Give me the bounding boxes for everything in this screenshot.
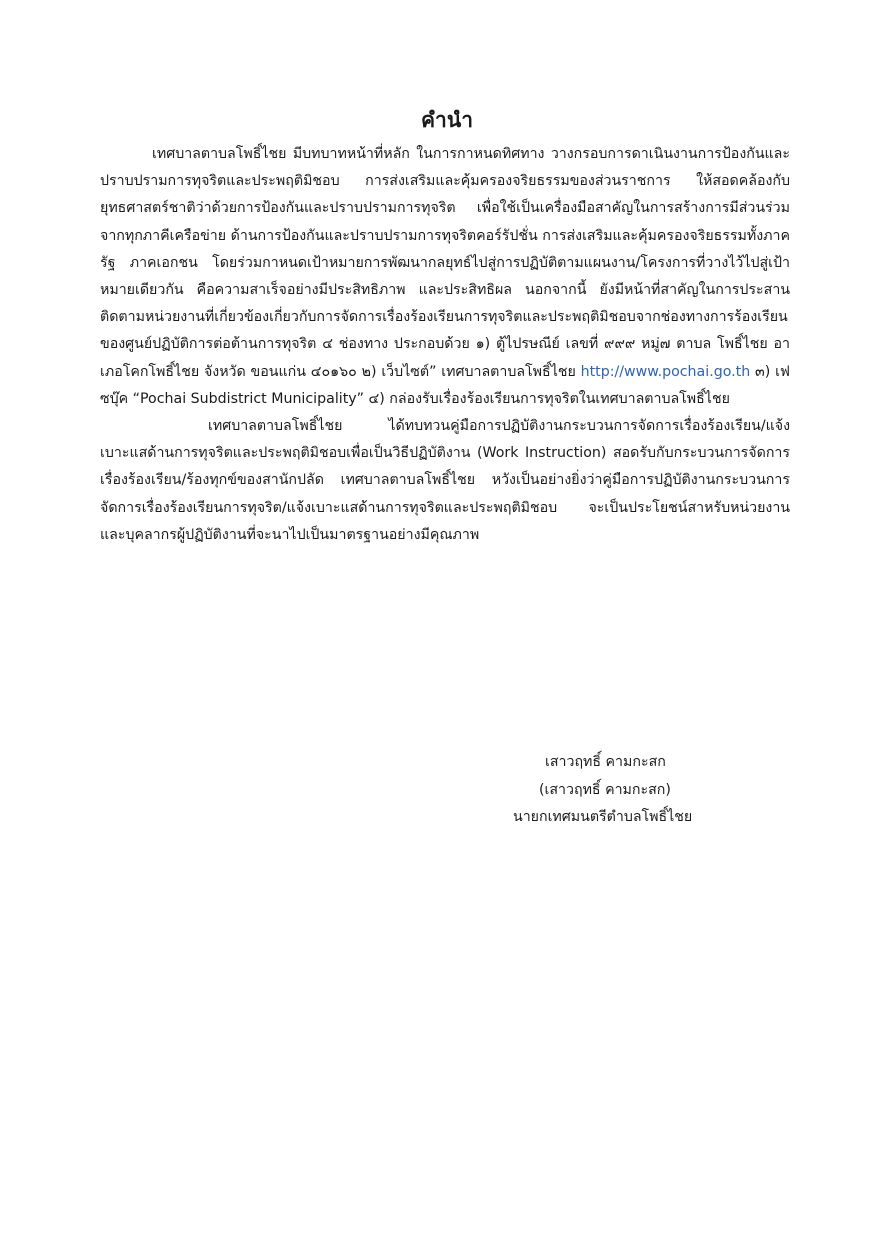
paragraph-1 [100,141,790,413]
paragraph-1-text: เทศบาลตาบลโพธิ์ไชย มีบทบาทหน้าที่หลัก ในการกาหนดทิศทาง วางกรอบการดาเนินงานการป้องกันและปราบปรามการทุจริตและประพฤติมิชอบ การส่งเสริมและคุ้มครองจริยธรรมของส่วนราชการ ให้สอดคล้องกับยุทธศาสตร์ชาติว่าด้วยการป้องกันและปราบปรามการทุจริต เพื่อใช้เป็นเครื่องมือสาคัญในการสร้างการมีส่วนร่วมจากทุกภาคีเครือข่าย ด้านการป้องกันและปราบปรามการทุจริตคอร์รัปชั่น การส่งเสริมและคุ้มครองจริยธรรมทั้งภาครัฐ ภาคเอกชน โดยร่วมกาหนดเป้าหมายการพัฒนากลยุทธ์ไปสู่การปฏิบัติตามแผนงาน/โครงการที่วางไว้ไปสู่เป้าหมายเดียวกัน คือความสาเร็จอย่างมีประสิทธิภาพ และประสิทธิผล นอกจากนี้ ยังมีหน้าที่สาคัญในการประสาน ติดตามหน่วยงานที่เกี่ยวข้องเกี่ยวกับการจัดการเรื่องร้องเรียนการทุจริตและประพฤติมิชอบจากช่องทางการร้องเรียนของศูนย์ปฏิบัติการต่อต้านการทุจริต ๔ ช่องทาง ประกอบด้วย ๑) ตู้ไปรษณีย์ เลขที่ ๙๙๙ หมู่๗ ตาบล โพธิ์ไชย อาเภอโคกโพธิ์ไชย จังหวัด ขอนแก่น ๔๐๑๖๐ ๒) เว็บไซต์” เทศบาลตาบลโพธิ์ไชย [100,146,790,380]
document-title: คำนำ [421,108,473,132]
paragraph-1-text-continued: ๓) เฟซบุ๊ค “Pochai Subdistrict Municipality” ๔) กล่องรับเรื่องร้องเรียนการทุจริตในเทศบาลตาบลโพธิ์ไชย [100,363,790,407]
signatory-name-printed: (เสาวฤทธิ์ คามกะสก) [539,781,671,798]
signature-block [466,749,766,832]
document-body [100,141,790,549]
signatory-position: นายกเทศมนตรีตำบลโพธิ์ไชย [513,809,693,825]
paragraph-2: เทศบาลตาบลโพธิ์ไชย ได้ทบทวนคู่มือการปฏิบัติงานกระบวนการจัดการเรื่องร้องเรียน/แจ้งเบาะแสด้านการทุจริตและประพฤติมิชอบเพื่อเป็นวิธีปฏิบัติงาน (Work Instruction) สอดรับกับกระบวนการจัดการเรื่องร้องเรียน/ร้องทุกข์ของสานักปลัด เทศบาลตาบลโพธิ์ไชย หวังเป็นอย่างยิ่งว่าคู่มือการปฏิบัติงานกระบวนการจัดการเรื่องร้องเรียนการทุจริต/แจ้งเบาะแสด้านการทุจริตและประพฤติมิชอบ จะเป็นประโยชน์สาหรับหน่วยงาน และบุคลากรผู้ปฏิบัติงานที่จะนาไปเป็นมาตรฐานอย่างมีคุณภาพ [100,418,790,543]
website-link[interactable]: http://www.pochai.go.th [580,363,751,380]
signatory-name: เสาวฤทธิ์ คามกะสก [545,754,666,770]
